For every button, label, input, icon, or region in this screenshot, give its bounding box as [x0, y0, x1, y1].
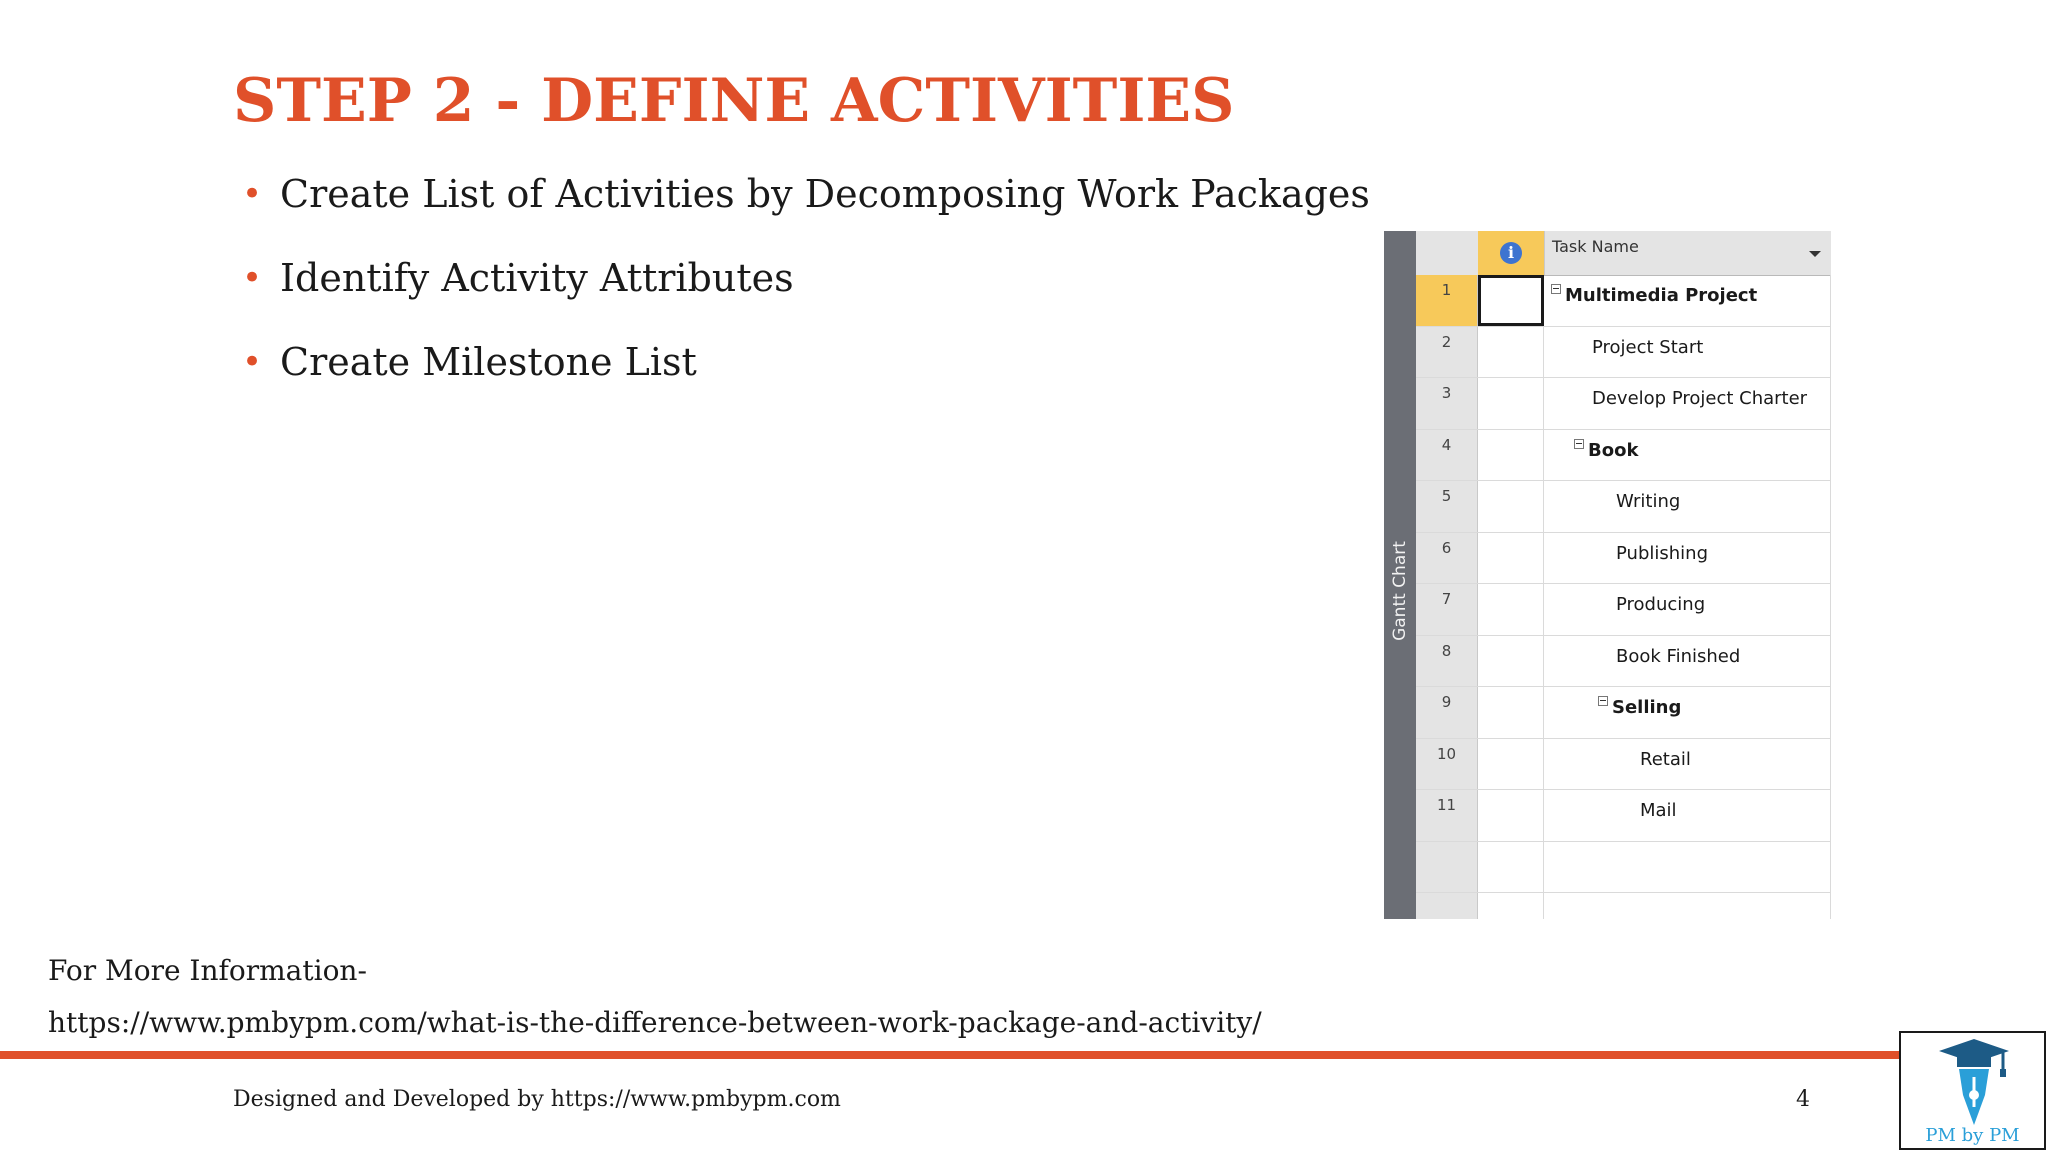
gantt-rows — [1416, 275, 1831, 919]
table-row[interactable] — [1416, 893, 1831, 919]
table-row[interactable] — [1416, 687, 1831, 739]
task-name-cell[interactable] — [1545, 842, 1831, 893]
task-name-cell[interactable] — [1545, 790, 1831, 841]
indicator-cell[interactable] — [1478, 533, 1544, 584]
pmbypm-logo — [1899, 1031, 2046, 1150]
task-name-text: Producing — [1616, 594, 1706, 615]
task-name-cell[interactable] — [1545, 430, 1831, 481]
task-name-cell[interactable] — [1545, 275, 1831, 326]
info-icon: i — [1500, 242, 1522, 264]
more-info-label: For More Information- — [48, 954, 367, 987]
indicator-cell[interactable] — [1478, 687, 1544, 738]
bullet-dot-icon: • — [242, 258, 263, 298]
table-row[interactable] — [1416, 842, 1831, 894]
task-name-cell[interactable] — [1545, 893, 1831, 919]
indicator-cell[interactable] — [1478, 739, 1544, 790]
task-name-text: Develop Project Charter — [1592, 388, 1808, 409]
row-number[interactable]: 11 — [1416, 790, 1478, 841]
bullet-item — [238, 340, 1370, 424]
task-name-text: Selling — [1612, 697, 1682, 718]
gantt-sidebar[interactable] — [1384, 231, 1416, 919]
row-number[interactable]: 7 — [1416, 584, 1478, 635]
row-number[interactable]: 6 — [1416, 533, 1478, 584]
indicator-cell[interactable] — [1478, 481, 1544, 532]
task-name-text: Retail — [1640, 748, 1691, 770]
table-row[interactable] — [1416, 378, 1831, 430]
collapse-icon[interactable] — [1598, 696, 1608, 706]
indicator-cell[interactable] — [1478, 584, 1544, 635]
task-name-cell[interactable] — [1545, 739, 1831, 790]
bullet-dot-icon: • — [242, 174, 263, 214]
indicators-column-header[interactable] — [1478, 231, 1545, 275]
select-all-corner[interactable] — [1416, 231, 1479, 275]
table-row[interactable] — [1416, 430, 1831, 482]
bullet-dot-icon: • — [242, 342, 263, 382]
graduation-pen-icon — [1931, 1037, 2017, 1129]
row-number[interactable]: 9 — [1416, 687, 1478, 738]
page-number: 4 — [1796, 1087, 1810, 1112]
task-name-cell[interactable] — [1545, 687, 1831, 738]
task-name-text: Publishing — [1616, 542, 1708, 564]
bullet-list — [238, 172, 1370, 424]
row-number[interactable]: 8 — [1416, 636, 1478, 687]
task-name-column-header[interactable]: Task Name — [1552, 237, 1639, 256]
table-row[interactable] — [1416, 533, 1831, 585]
indicator-cell[interactable] — [1478, 790, 1544, 841]
task-name-cell[interactable] — [1545, 584, 1831, 635]
bullet-text: Create Milestone List — [280, 340, 697, 384]
indicator-cell[interactable] — [1478, 275, 1544, 326]
collapse-icon[interactable] — [1551, 284, 1561, 294]
table-row[interactable] — [1416, 275, 1831, 327]
table-row[interactable] — [1416, 636, 1831, 688]
task-name-cell[interactable] — [1545, 533, 1831, 584]
collapse-icon[interactable] — [1574, 439, 1584, 449]
bullet-text: Identify Activity Attributes — [280, 256, 794, 300]
task-name-text: Project Start — [1592, 336, 1704, 358]
row-number[interactable]: 3 — [1416, 378, 1478, 429]
row-number[interactable]: 10 — [1416, 739, 1478, 790]
task-name-cell[interactable] — [1545, 378, 1831, 429]
gantt-sidebar-label: Gantt Chart — [1390, 541, 1410, 641]
task-name-cell[interactable] — [1545, 636, 1831, 687]
row-number[interactable]: 5 — [1416, 481, 1478, 532]
footer-divider — [0, 1051, 1900, 1059]
indicator-cell[interactable] — [1478, 893, 1544, 919]
task-name-text: Mail — [1640, 800, 1677, 821]
row-number[interactable]: 1 — [1416, 275, 1478, 326]
more-info-link[interactable]: https://www.pmbypm.com/what-is-the-difference-between-work-package-and-activity/ — [48, 1006, 1262, 1039]
table-row[interactable] — [1416, 327, 1831, 379]
row-number[interactable]: 4 — [1416, 430, 1478, 481]
logo-text: PM by PM — [1925, 1125, 2020, 1146]
row-number[interactable]: 2 — [1416, 327, 1478, 378]
task-name-text: Writing — [1616, 491, 1681, 512]
indicator-cell[interactable] — [1478, 327, 1544, 378]
footer-credit: Designed and Developed by https://www.pmbypm.com — [233, 1087, 841, 1112]
table-row[interactable] — [1416, 739, 1831, 791]
task-name-text: Book Finished — [1616, 645, 1741, 667]
table-row[interactable] — [1416, 790, 1831, 842]
table-row[interactable] — [1416, 584, 1831, 636]
bullet-item — [238, 256, 1370, 340]
gantt-header — [1416, 231, 1831, 276]
indicator-cell[interactable] — [1478, 842, 1544, 893]
task-name-text: Multimedia Project — [1565, 285, 1758, 306]
indicator-cell[interactable] — [1478, 430, 1544, 481]
indicator-cell[interactable] — [1478, 378, 1544, 429]
table-row[interactable] — [1416, 481, 1831, 533]
bullet-text: Create List of Activities by Decomposing Work Packages — [280, 172, 1370, 216]
row-number[interactable] — [1416, 842, 1478, 893]
task-name-cell[interactable] — [1545, 327, 1831, 378]
task-name-cell[interactable] — [1545, 481, 1831, 532]
bullet-item — [238, 172, 1370, 256]
slide-title: STEP 2 - DEFINE ACTIVITIES — [233, 66, 1235, 136]
task-name-text: Book — [1588, 439, 1639, 461]
chevron-down-icon[interactable] — [1809, 251, 1821, 257]
gantt-table — [1384, 231, 1831, 919]
row-number[interactable] — [1416, 893, 1478, 919]
indicator-cell[interactable] — [1478, 636, 1544, 687]
